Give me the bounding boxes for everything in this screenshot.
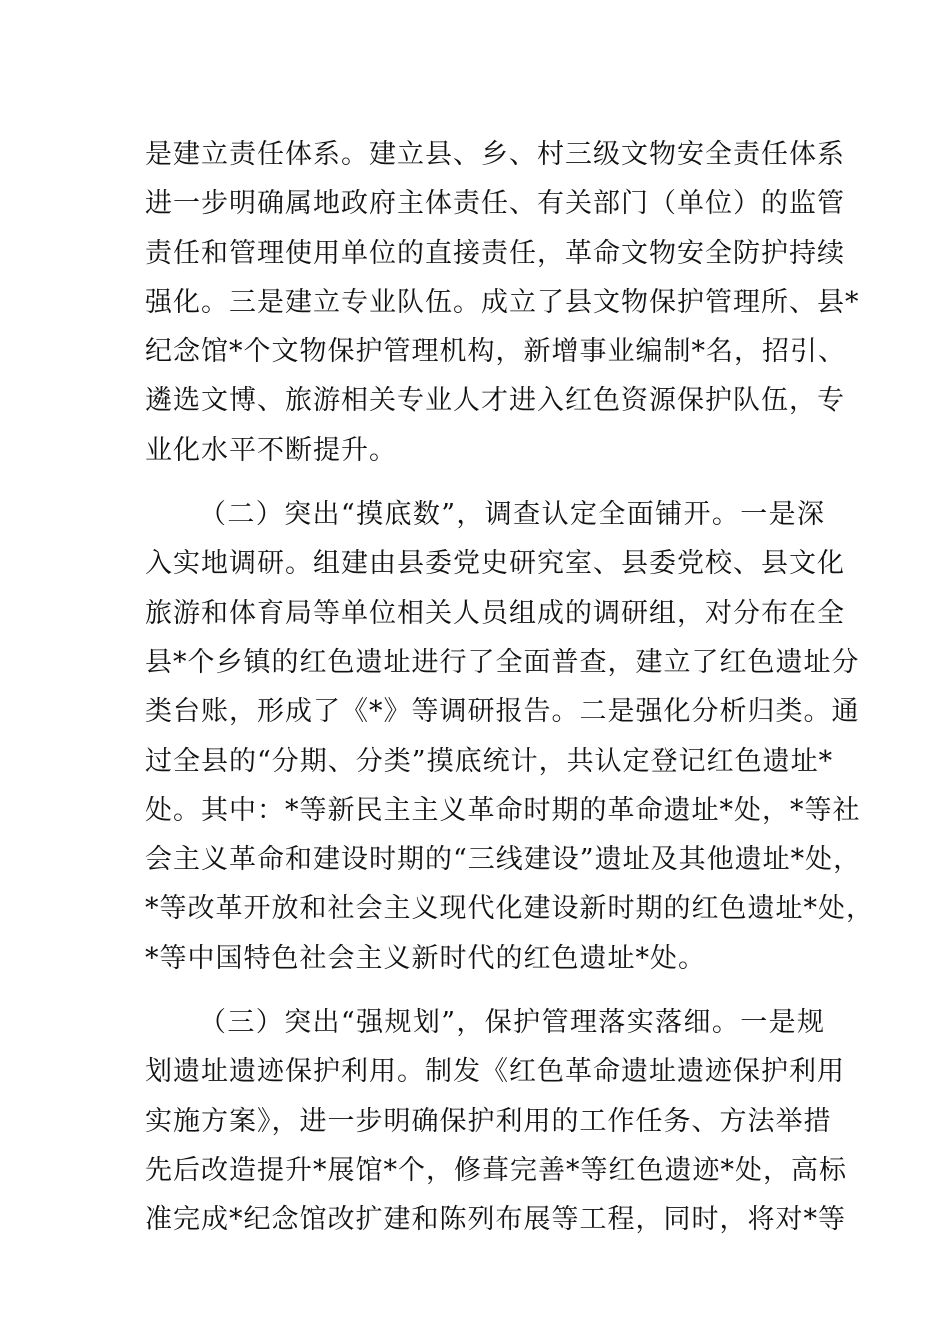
text-line: 县*个乡镇的红色遗址进行了全面普查，建立了红色遗址分 (145, 646, 860, 678)
text-line: 遴选文博、旅游相关专业人才进入红色资源保护队伍，专 (145, 385, 845, 417)
text-line: 进一步明确属地政府主体责任、有关部门（单位）的监管 (145, 188, 845, 220)
text-line: 准完成*纪念馆改扩建和陈列布展等工程，同时，将对*等 (145, 1204, 846, 1236)
paragraph-responsibility (145, 130, 860, 475)
text-line: *等中国特色社会主义新时代的红色遗址*处。 (145, 942, 706, 974)
body-text (145, 130, 874, 1245)
text-line: （三）突出“强规划”，保护管理落实落细。一是规 (199, 1007, 825, 1039)
text-line: 先后改造提升*展馆*个，修葺完善*等红色遗迹*处，高标 (145, 1154, 847, 1186)
text-line: 旅游和体育局等单位相关人员组成的调研组，对分布在全 (145, 597, 845, 629)
text-line: 处。其中：*等新民主主义革命时期的革命遗址*处，*等社 (145, 794, 861, 826)
text-line: *等改革开放和社会主义现代化建设新时期的红色遗址*处， (145, 893, 874, 925)
text-line: 过全县的“分期、分类”摸底统计，共认定登记红色遗址* (145, 745, 834, 777)
text-line: 会主义革命和建设时期的“三线建设”遗址及其他遗址*处， (145, 844, 862, 876)
text-line: 责任和管理使用单位的直接责任，革命文物安全防护持续 (145, 237, 845, 269)
text-line: 是建立责任体系。建立县、乡、村三级文物安全责任体系 (145, 139, 845, 170)
text-line: 类台账，形成了《*》等调研报告。二是强化分析归类。通 (145, 696, 860, 728)
text-line: 划遗址遗迹保护利用。制发《红色革命遗址遗迹保护利用 (145, 1056, 845, 1088)
text-line: 入实地调研。组建由县委党史研究室、县委党校、县文化 (145, 548, 845, 580)
text-line: （二）突出“摸底数”，调查认定全面铺开。一是深 (199, 499, 825, 531)
paragraph-planning (145, 998, 847, 1244)
paragraph-survey (145, 490, 874, 983)
text-line: 实施方案》，进一步明确保护利用的工作任务、方法举措 (145, 1105, 832, 1137)
text-line: 业化水平不断提升。 (145, 434, 397, 466)
text-line: 强化。三是建立专业队伍。成立了县文物保护管理所、县* (145, 286, 860, 318)
text-line: 纪念馆*个文物保护管理机构，新增事业编制*名，招引、 (145, 336, 846, 368)
